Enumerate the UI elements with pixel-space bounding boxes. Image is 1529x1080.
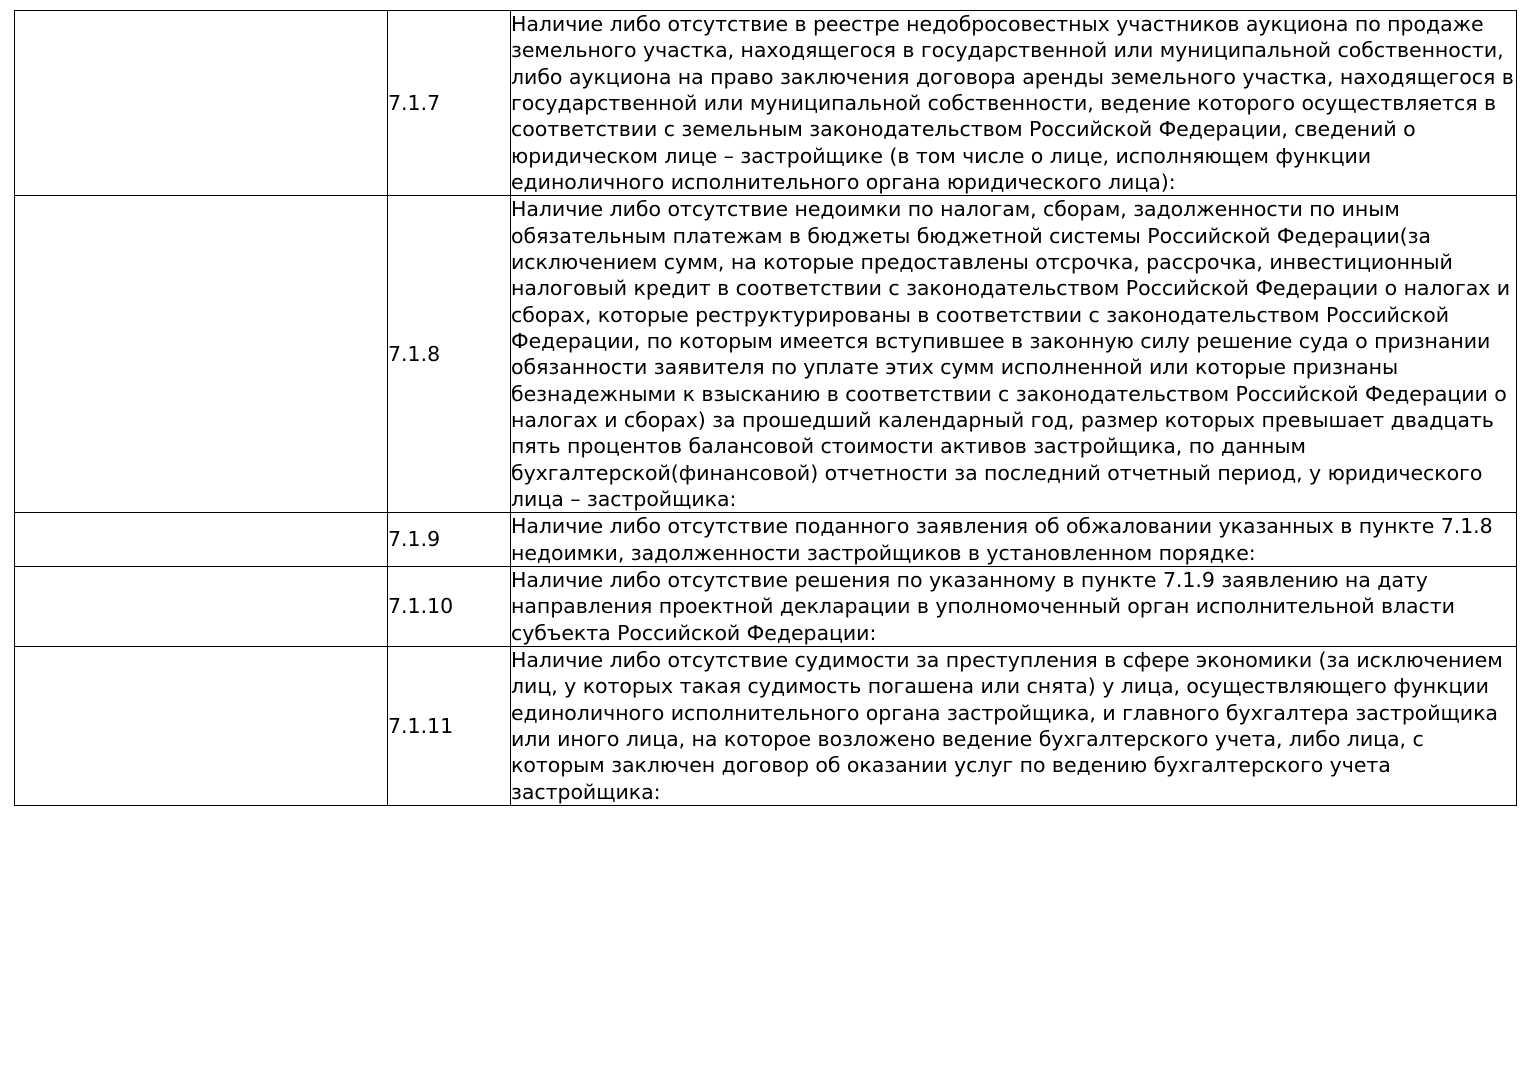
clause-text: Наличие либо отсутствие в реестре недобросовестных участников аукциона по продаже земельного участка, находящегося в государственной или муниципальной собственности, либо аукциона на право заключения договора аренды земельного участка, находящегося в государственной или муниципальной собственности, ведение которого осуществляется в соответствии с земельным законодательством Российской Федерации, сведений о юридическом лице – застройщике (в том числе о лице, исполняющем функции единоличного исполнительного органа юридического лица): (511, 12, 1514, 194)
clause-number: 7.1.10 (388, 594, 454, 619)
row-number-cell (388, 513, 511, 567)
row-empty-cell (15, 196, 388, 513)
clause-number: 7.1.8 (388, 342, 441, 367)
row-text-cell (511, 196, 1517, 513)
row-empty-cell (15, 646, 388, 805)
table-row (15, 196, 1517, 513)
clause-text: Наличие либо отсутствие судимости за преступления в сфере экономики (за исключением лиц, у которых такая судимость погашена или снята) у лица, осуществляющего функции единоличного исполнительного органа застройщика, и главного бухгалтера застройщика или иного лица, на которое возложено ведение бухгалтерского учета, либо лица, с которым заключен договор об оказании услуг по ведению бухгалтерского учета застройщика: (511, 647, 1503, 804)
row-number-cell (388, 566, 511, 646)
table-row (15, 513, 1517, 567)
row-empty-cell (15, 513, 388, 567)
clause-number: 7.1.9 (388, 527, 441, 552)
clause-text: Наличие либо отсутствие недоимки по налогам, сборам, задолженности по иным обязательным платежам в бюджеты бюджетной системы Российской Федерации(за исключением сумм, на которые предоставлены отсрочка, рассрочка, инвестиционный налоговый кредит в соответствии с законодательством Российской Федерации о налогах и сборах, которые реструктурированы в соответствии с законодательством Российской Федерации, по которым имеется вступившее в законную силу решение суда о признании обязанности заявителя по уплате этих сумм исполненной или которые признаны безнадежными к взысканию в соответствии с законодательством Российской Федерации о налогах и сборах) за прошедший календарный год, размер которых превышает двадцать пять процентов балансовой стоимости активов застройщика, по данным бухгалтерской(финансовой) отчетности за последний отчетный период, у юридического лица – застройщика: (511, 197, 1511, 511)
row-empty-cell (15, 566, 388, 646)
row-text-cell (511, 513, 1517, 567)
clause-text: Наличие либо отсутствие поданного заявления об обжаловании указанных в пункте 7.1.8 недоимки, задолженности застройщиков в установленном порядке: (511, 514, 1493, 565)
row-text-cell (511, 566, 1517, 646)
row-text-cell (511, 646, 1517, 805)
table-body (15, 11, 1517, 806)
row-number-cell (388, 11, 511, 196)
clause-text: Наличие либо отсутствие решения по указанному в пункте 7.1.9 заявлению на дату направления проектной декларации в уполномоченный орган исполнительной власти субъекта Российской Федерации: (511, 567, 1455, 645)
table-row (15, 11, 1517, 196)
row-number-cell (388, 196, 511, 513)
table-row (15, 566, 1517, 646)
row-empty-cell (15, 11, 388, 196)
clause-number: 7.1.11 (388, 713, 454, 738)
requirements-table (14, 10, 1517, 806)
clause-number: 7.1.7 (388, 91, 441, 116)
row-text-cell (511, 11, 1517, 196)
table-row (15, 646, 1517, 805)
row-number-cell (388, 646, 511, 805)
